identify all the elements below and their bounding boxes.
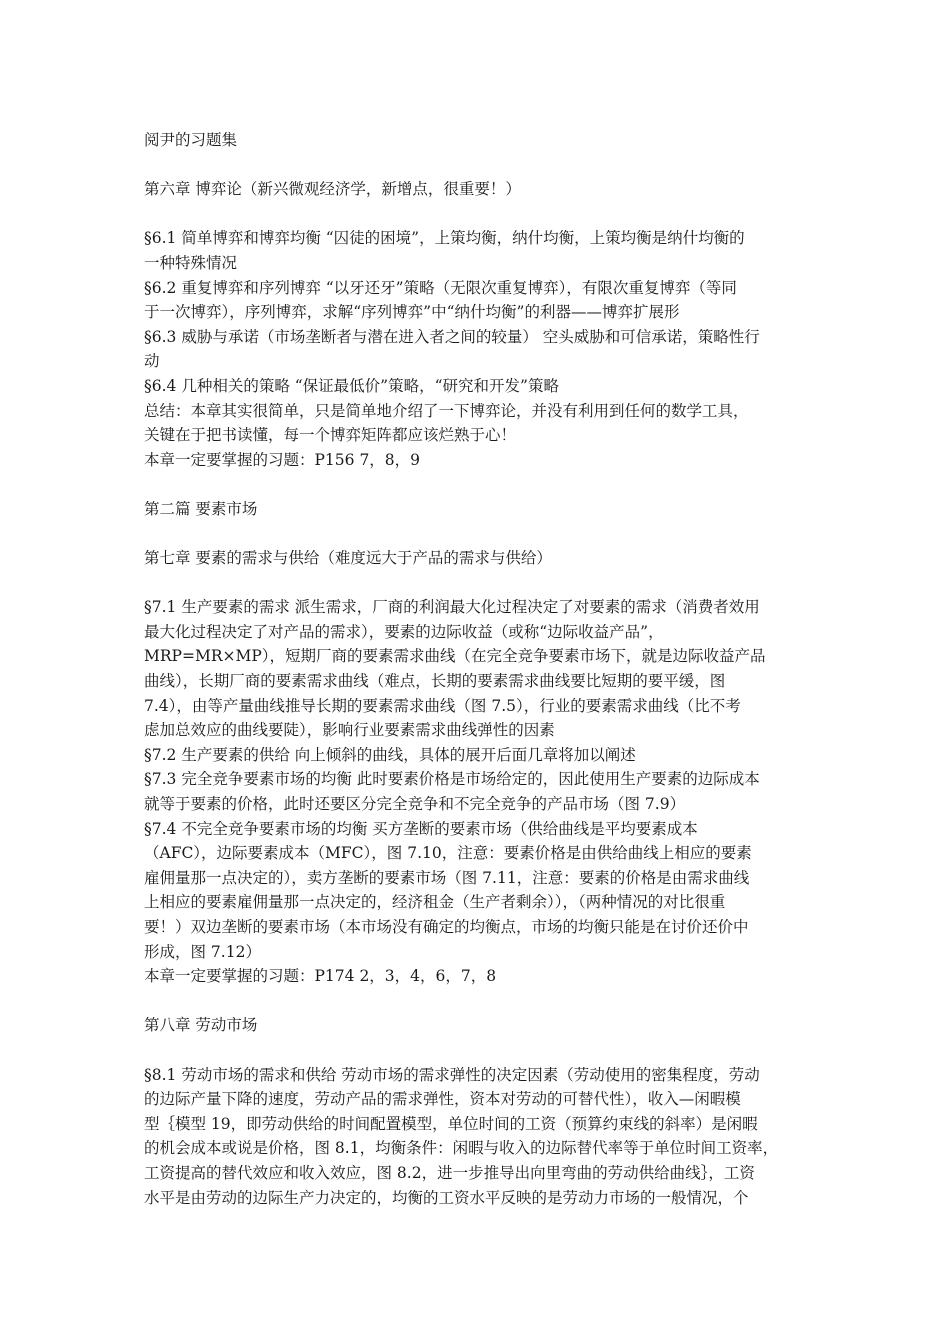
body-line: 虑加总效应的曲线要陡），影响行业要素需求曲线弹性的因素 [144, 721, 555, 740]
document-page [144, 128, 808, 1210]
section-heading: 第二篇 要素市场 [144, 499, 258, 518]
body-line: §6.4 几种相关的策略 “保证最低价”策略，“研究和开发”策略 [144, 376, 559, 395]
body-line: 曲线），长期厂商的要素需求曲线（难点，长期的要素需求曲线要比短期的要平缓，图 [144, 672, 726, 691]
body-line: 水平是由劳动的边际生产力决定的，均衡的工资水平反映的是劳动力市场的一般情况，个 [144, 1188, 749, 1207]
body-line: （AFC），边际要素成本（MFC），图 7.10，注意：要素价格是由供给曲线上相应的要素 [144, 844, 752, 863]
body-line: 总结：本章其实很简单，只是简单地介绍了一下博弈论，并没有利用到任何的数学工具， [144, 401, 749, 420]
body-line: 就等于要素的价格，此时还要区分完全竞争和不完全竞争的产品市场（图 7.9） [144, 795, 686, 814]
body-line: MRP=MR×MP），短期厂商的要素需求曲线（在完全竞争要素市场下，就是边际收益产品 [144, 647, 766, 666]
section-heading: 第七章 要素的需求与供给（难度远大于产品的需求与供给） [144, 549, 552, 568]
body-line: §7.4 不完全竞争要素市场的均衡 买方垄断的要素市场（供给曲线是平均要素成本 [144, 819, 698, 838]
body-line: 本章一定要掌握的习题：P156 7，8，9 [144, 450, 421, 469]
body-line: §7.1 生产要素的需求 派生需求，厂商的利润最大化过程决定了对要素的需求（消费者效用 [144, 598, 760, 617]
body-line: §7.2 生产要素的供给 向上倾斜的曲线，具体的展开后面几章将加以阐述 [144, 745, 636, 764]
body-line: 上相应的要素雇佣量那一点决定的，经济租金（生产者剩余）），（两种情况的对比很重 [144, 893, 726, 912]
body-line: 一种特殊情况 [144, 253, 238, 272]
body-line: 工资提高的替代效应和收入效应，图 8.2，进一步推导出向里弯曲的劳动供给曲线｝，工资 [144, 1163, 755, 1182]
section-heading: 第八章 劳动市场 [144, 1016, 258, 1035]
body-line: 动 [144, 352, 160, 371]
body-line: §7.3 完全竞争要素市场的均衡 此时要素价格是市场给定的，因此使用生产要素的边际成本 [144, 770, 760, 789]
body-line: 要！）双边垄断的要素市场（本市场没有确定的均衡点，市场的均衡只能是在讨价还价中 [144, 918, 749, 936]
document-body [144, 177, 808, 1210]
body-line: §8.1 劳动市场的需求和供给 劳动市场的需求弹性的决定因素（劳动使用的密集程度，劳动 [144, 1065, 760, 1084]
body-line: 型｛模型 19，即劳动供给的时间配置模型，单位时间的工资（预算约束线的斜率）是闲暇 [144, 1114, 758, 1133]
body-line: §6.2 重复博弈和序列博弈 “以牙还牙”策略（无限次重复博弈），有限次重复博弈（等同 [144, 278, 737, 297]
body-line: 关键在于把书读懂，每一个博弈矩阵都应该烂熟于心！ [144, 426, 517, 445]
body-line: §6.3 威胁与承诺（市场垄断者与潜在进入者之间的较量） 空头威胁和可信承诺，策略性行 [144, 327, 760, 346]
body-line: 本章一定要掌握的习题：P174 2，3，4，6，7，8 [144, 967, 497, 986]
body-line: 最大化过程决定了对产品的需求），要素的边际收益（或称“边际收益产品”， [144, 622, 664, 641]
section-heading: 第六章 博弈论（新兴微观经济学，新增点，很重要！） [144, 180, 521, 199]
body-line: 形成，图 7.12） [144, 942, 261, 961]
body-line: 的机会成本或说是价格，图 8.1，均衡条件：闲暇与收入的边际替代率等于单位时间工资率， [144, 1139, 779, 1158]
body-line: 7.4），由等产量曲线推导长期的要素需求曲线（图 7.5），行业的要素需求曲线（比不考 [144, 696, 741, 715]
body-line: 于一次博弈），序列博弈，求解“序列博弈”中“纳什均衡”的利器——博弈扩展形 [144, 303, 680, 322]
body-line: 雇佣量那一点决定的），卖方垄断的要素市场（图 7.11，注意：要素的价格是由需求曲线 [144, 868, 750, 887]
body-line: §6.1 简单博弈和博弈均衡 “囚徒的困境”，上策均衡，纳什均衡，上策均衡是纳什均衡的 [144, 229, 745, 248]
document-title: 阅尹的习题集 [144, 131, 238, 149]
body-line: 的边际产量下降的速度，劳动产品的需求弹性，资本对劳动的可替代性），收入—闲暇模 [144, 1090, 741, 1109]
